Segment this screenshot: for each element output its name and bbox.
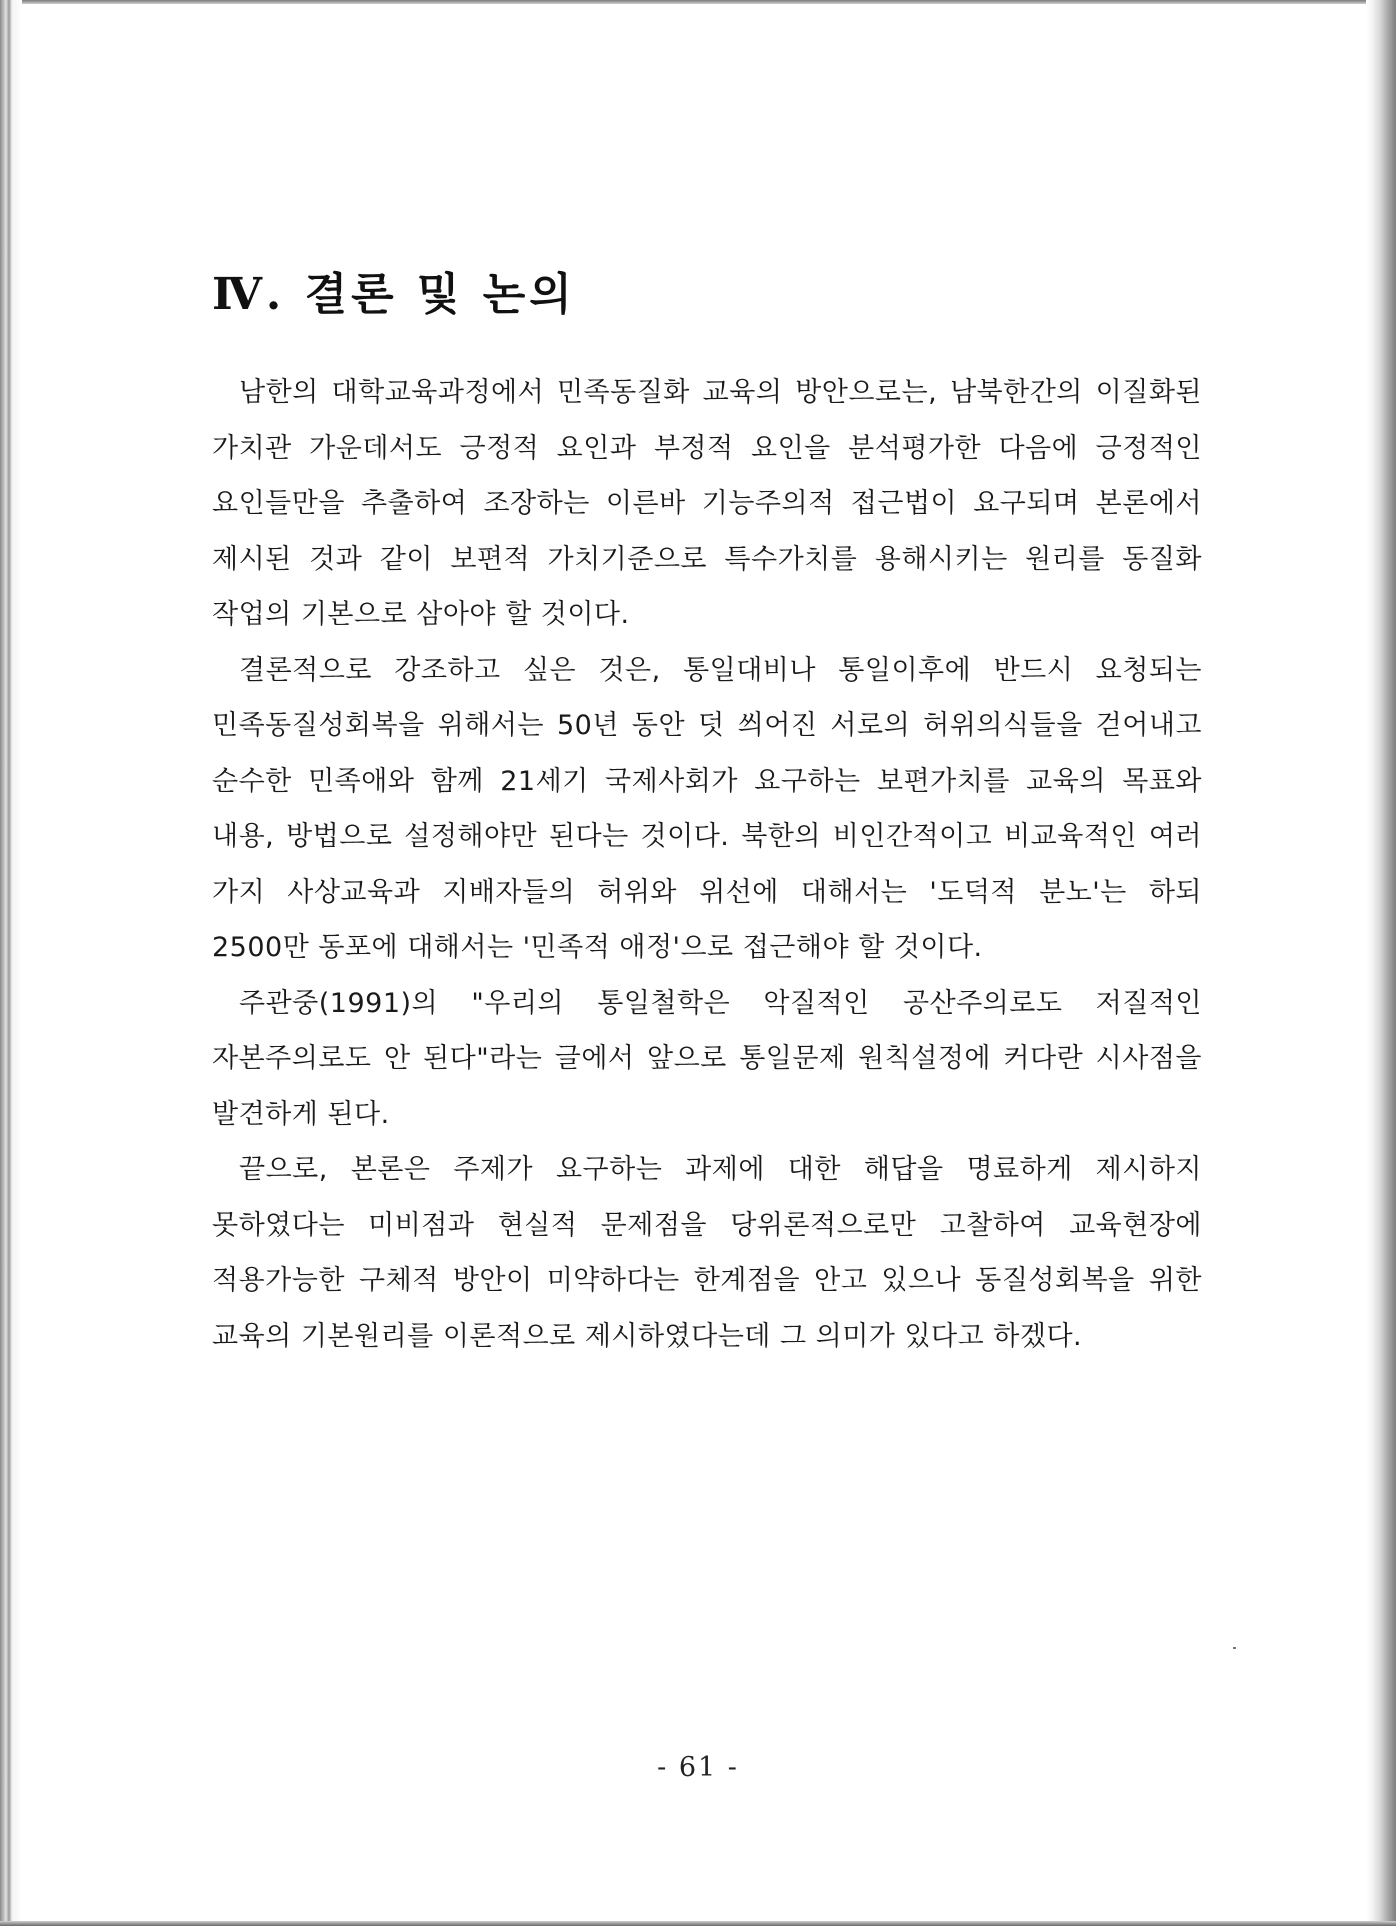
- page-edge-right: [1366, 0, 1396, 1926]
- page-edge-top: [0, 0, 1396, 4]
- paragraph-3: 주관중(1991)의 "우리의 통일철학은 악질적인 공산주의로도 저질적인 자본주의로도 안 된다"라는 글에서 앞으로 통일문제 원칙설정에 커다란 시사점을 발견하게 된다.: [212, 987, 1202, 1130]
- page-number: - 61 -: [657, 1752, 739, 1783]
- paragraph-1: 남한의 대학교육과정에서 민족동질화 교육의 방안으로는, 남북한간의 이질화된 가치관 가운데서도 긍정적 요인과 부정적 요인을 분석평가한 다음에 긍정적인 요인들만을 추출하여 조장하는 이른바 기능주의적 접근법이 요구되며 본론에서 제시된 것과 같이 보편적 가치기준으로 특수가치를 용해시키는 원리를 동질화 작업의 기본으로 삼아야 할 것이다.: [212, 377, 1202, 630]
- paragraph-4: 끝으로, 본론은 주제가 요구하는 과제에 대한 해답을 명료하게 제시하지 못하였다는 미비점과 현실적 문제점을 당위론적으로만 고찰하여 교육현장에 적용가능한 구체적 방안이 미약하다는 한계점을 안고 있으나 동질성회복을 위한 교육의 기본원리를 이론적으로 제시하였다는데 그 의미가 있다고 하겠다.: [212, 1154, 1202, 1352]
- scan-speck: [1233, 1647, 1236, 1649]
- page-edge-bottom: [0, 1921, 1396, 1926]
- paragraph-2: 결론적으로 강조하고 싶은 것은, 통일대비나 통일이후에 반드시 요청되는 민족동질성회복을 위해서는 50년 동안 덧 씌어진 서로의 허위의식들을 걷어내고 순수한 민족애와 함께 21세기 국제사회가 요구하는 보편가치를 교육의 목표와 내용, 방법으로 설정해야만 된다는 것이다. 북한의 비인간적이고 비교육적인 여러 가지 사상교육과 지배자들의 허위와 위선에 대해서는 '도덕적 분노'는 하되 2500만 동포에 대해서는 '민족적 애정'으로 접근해야 할 것이다.: [212, 654, 1202, 963]
- section-heading: Ⅳ. 결론 및 논의: [212, 269, 576, 320]
- body-text: [212, 365, 1202, 1364]
- page-edge-left: [0, 0, 22, 1926]
